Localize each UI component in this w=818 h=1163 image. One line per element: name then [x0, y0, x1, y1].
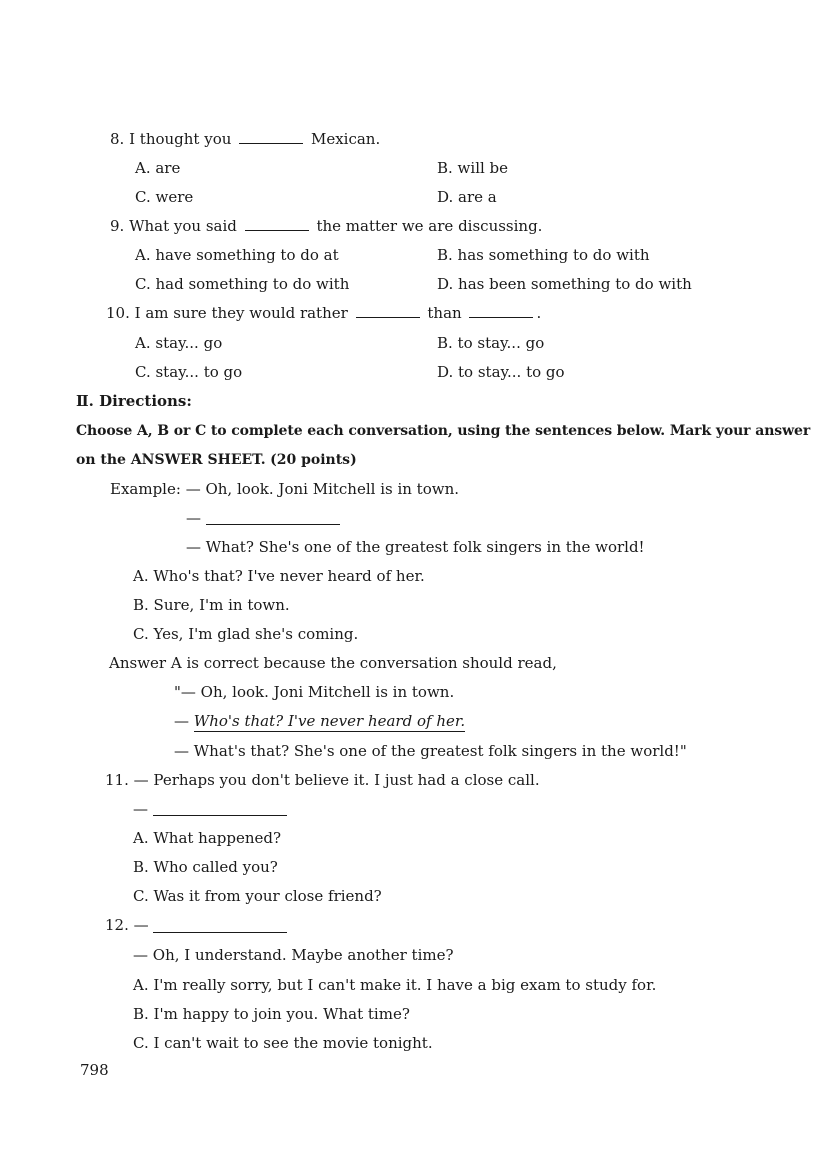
- directions-line-1: Choose A, B or C to complete each conversation, using the sentences below. Mark your answer: [76, 423, 811, 439]
- answer-explanation: Answer A is correct because the conversation should read,: [109, 654, 557, 672]
- q10-stem-text-b: than: [427, 304, 462, 322]
- q9-number: 9.: [110, 217, 125, 235]
- q9-stem-text-a: What you said: [129, 217, 237, 235]
- example-correct-answer: Who's that? I've never heard of her.: [193, 712, 466, 730]
- q12-blank-dash: —: [133, 916, 149, 934]
- q9-option-c: C. had something to do with: [135, 275, 350, 293]
- q10-stem-text-a: I am sure they would rather: [134, 304, 348, 322]
- q12-option-a: A. I'm really sorry, but I can't make it. I have a big exam to study for.: [133, 976, 657, 994]
- q11-blank-dash: —: [133, 800, 148, 818]
- example-read-line-3: — What's that? She's one of the greatest folk singers in the world!": [174, 742, 687, 760]
- q9-option-a: A. have something to do at: [135, 246, 339, 264]
- q8-option-b: B. will be: [437, 159, 509, 177]
- example-read-line-2: [174, 711, 465, 731]
- q9-stem-text-b: the matter we are discussing.: [316, 217, 543, 235]
- answer-blank: [469, 303, 533, 318]
- q10-number: 10.: [106, 304, 130, 322]
- example-blank-dash: —: [186, 509, 201, 527]
- section-heading: [76, 391, 192, 411]
- q12-number: 12.: [105, 916, 129, 934]
- q8-stem: [110, 129, 380, 149]
- q8-number: 8.: [110, 130, 125, 148]
- q10-stem-text-c: .: [536, 304, 542, 322]
- q8-option-c: C. were: [135, 188, 194, 206]
- answer-blank: [245, 216, 309, 231]
- q8-option-a: A. are: [135, 159, 181, 177]
- q11-option-b: B. Who called you?: [133, 858, 278, 876]
- q12-option-c: C. I can't wait to see the movie tonight.: [133, 1034, 433, 1052]
- q11-answer-blank: [153, 815, 287, 816]
- q11-line-1: [105, 770, 540, 790]
- example-option-a: A. Who's that? I've never heard of her.: [133, 567, 425, 585]
- example-read-dash: —: [174, 712, 189, 730]
- q11-option-a: A. What happened?: [133, 829, 282, 847]
- example-option-b: B. Sure, I'm in town.: [133, 596, 290, 614]
- q10-option-a: A. stay... go: [135, 334, 223, 352]
- q10-option-b: B. to stay... go: [437, 334, 545, 352]
- q11-number: 11.: [105, 771, 129, 789]
- q12-line-1: [105, 915, 149, 935]
- q10-stem: [106, 303, 541, 323]
- example-read-line-1: "— Oh, look. Joni Mitchell is in town.: [174, 683, 455, 701]
- example-label: Example:: [110, 480, 181, 498]
- section-title: Directions:: [99, 392, 192, 410]
- section-number: Ⅱ.: [76, 392, 94, 410]
- q8-option-d: D. are a: [437, 188, 497, 206]
- page-number: 798: [80, 1061, 109, 1079]
- q8-stem-text-b: Mexican.: [310, 130, 381, 148]
- q11-option-c: C. Was it from your close friend?: [133, 887, 382, 905]
- q12-option-b: B. I'm happy to join you. What time?: [133, 1005, 410, 1023]
- q8-stem-text-a: I thought you: [129, 130, 232, 148]
- q9-option-b: B. has something to do with: [437, 246, 650, 264]
- directions-answer-sheet: on the ANSWER SHEET.: [76, 452, 266, 468]
- example-option-c: C. Yes, I'm glad she's coming.: [133, 625, 359, 643]
- q10-option-c: C. stay... to go: [135, 363, 243, 381]
- example-line-3: — What? She's one of the greatest folk singers in the world!: [186, 538, 645, 556]
- q10-option-d: D. to stay... to go: [437, 363, 565, 381]
- q9-option-d: D. has been something to do with: [437, 275, 692, 293]
- q11-line-1-text: — Perhaps you don't believe it. I just had a close call.: [133, 771, 540, 789]
- example-line-1: [110, 479, 459, 499]
- example-line-1-text: — Oh, look. Joni Mitchell is in town.: [185, 480, 460, 498]
- answer-blank: [239, 129, 303, 144]
- q12-answer-blank: [153, 932, 287, 933]
- q12-line-2: — Oh, I understand. Maybe another time?: [133, 946, 454, 964]
- directions-points: (20 points): [270, 452, 357, 468]
- directions-line-2: [76, 450, 357, 470]
- example-answer-blank: [206, 524, 340, 525]
- q9-stem: [110, 216, 542, 236]
- answer-blank: [356, 303, 420, 318]
